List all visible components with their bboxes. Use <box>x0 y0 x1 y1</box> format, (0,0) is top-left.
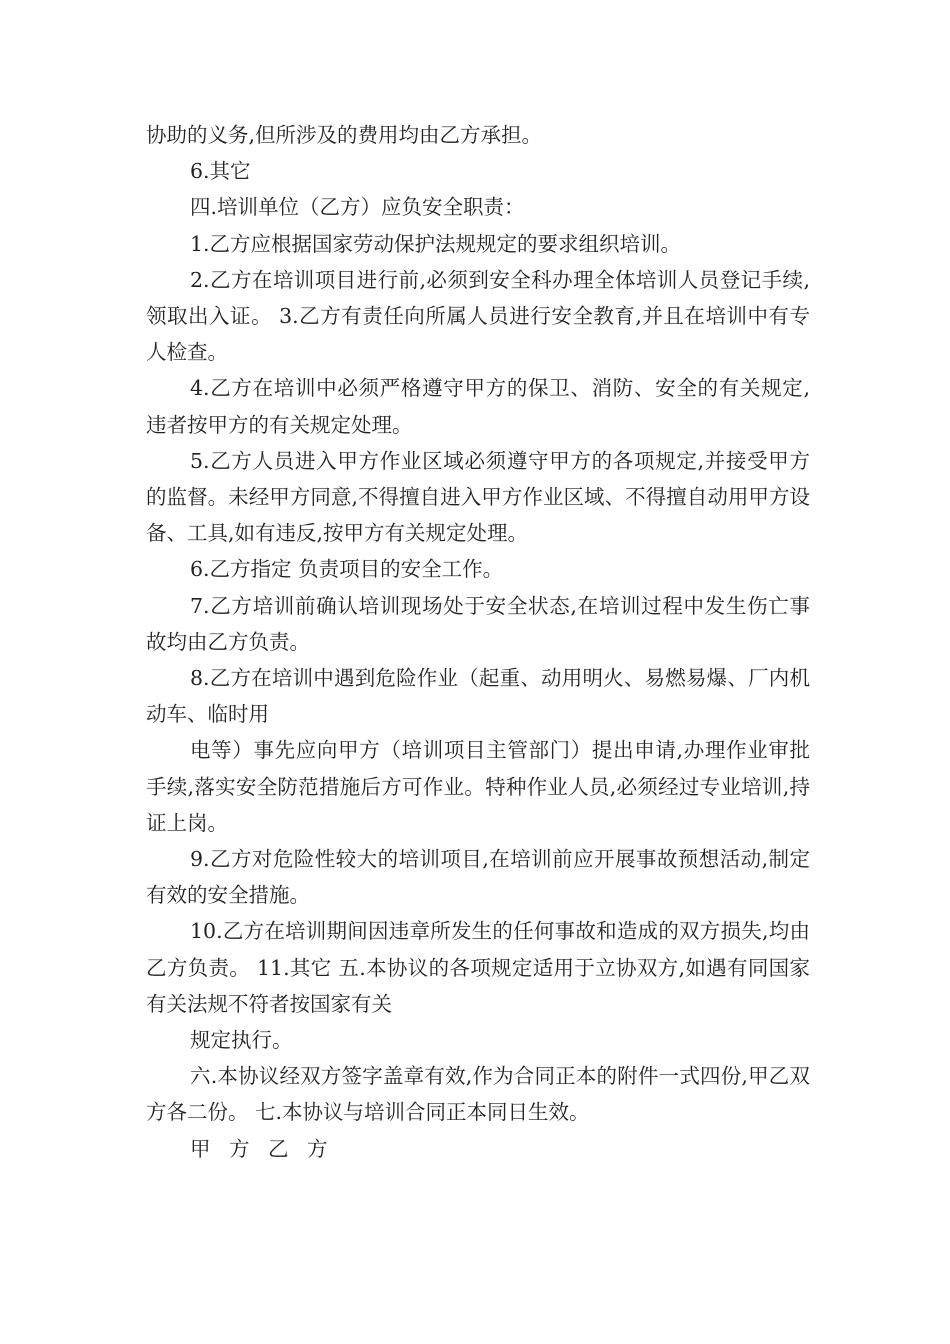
paragraph-item-2-3: 2.乙方在培训项目进行前,必须到安全科办理全体培训人员登记手续,领取出入证。 3.乙方有责任向所属人员进行安全教育,并且在培训中有专人检查。 <box>146 267 810 365</box>
paragraph-item-8: 8.乙方在培训中遇到危险作业（起重、动用明火、易燃易爆、厂内机动车、临时用 <box>146 666 810 727</box>
paragraph-item-6-other: 6.其它 <box>190 159 251 184</box>
paragraph-item-1: 1.乙方应根据国家劳动保护法规规定的要求组织培训。 <box>190 231 682 256</box>
paragraph-item-4: 4.乙方在培训中必须严格遵守甲方的保卫、消防、安全的有关规定,违者按甲方的有关规定处理。 <box>146 376 810 437</box>
paragraph-item-9: 9.乙方对危险性较大的培训项目,在培训前应开展事故预想活动,制定有效的安全措施。 <box>146 847 810 908</box>
paragraph-validity: 六.本协议经双方签字盖章有效,作为合同正本的附件一式四份,甲乙双方各二份。 七.本协议与培训合同正本同日生效。 <box>146 1064 810 1125</box>
section-heading-trainee-duties: 四.培训单位（乙方）应负安全职责： <box>190 195 525 220</box>
paragraph-item-6: 6.乙方指定 负责项目的安全工作。 <box>190 557 504 582</box>
paragraph-obligation-cost: 协助的义务,但所涉及的费用均由乙方承担。 <box>146 123 543 147</box>
signature-line: 甲 方 乙 方 <box>190 1136 334 1161</box>
paragraph-rule-execution: 规定执行。 <box>190 1028 293 1053</box>
document-body <box>146 117 810 1167</box>
paragraph-item-8-continued: 电等）事先应向甲方（培训项目主管部门）提出申请,办理作业审批手续,落实安全防范措施后方可作业。特种作业人员,必须经过专业培训,持证上岗。 <box>146 738 810 835</box>
paragraph-item-10-11: 10.乙方在培训期间因违章所发生的任何事故和造成的双方损失,均由乙方负责。 11.其它 五.本协议的各项规定适用于立协双方,如遇有同国家有关法规不符者按国家有关 <box>146 919 810 1016</box>
paragraph-item-7: 7.乙方培训前确认培训现场处于安全状态,在培训过程中发生伤亡事故均由乙方负责。 <box>146 593 810 654</box>
paragraph-item-5: 5.乙方人员进入甲方作业区域必须遵守甲方的各项规定,并接受甲方的监督。未经甲方同意,不得擅自进入甲方作业区域、不得擅自动用甲方设备、工具,如有违反,按甲方有关规定处理。 <box>146 448 810 546</box>
